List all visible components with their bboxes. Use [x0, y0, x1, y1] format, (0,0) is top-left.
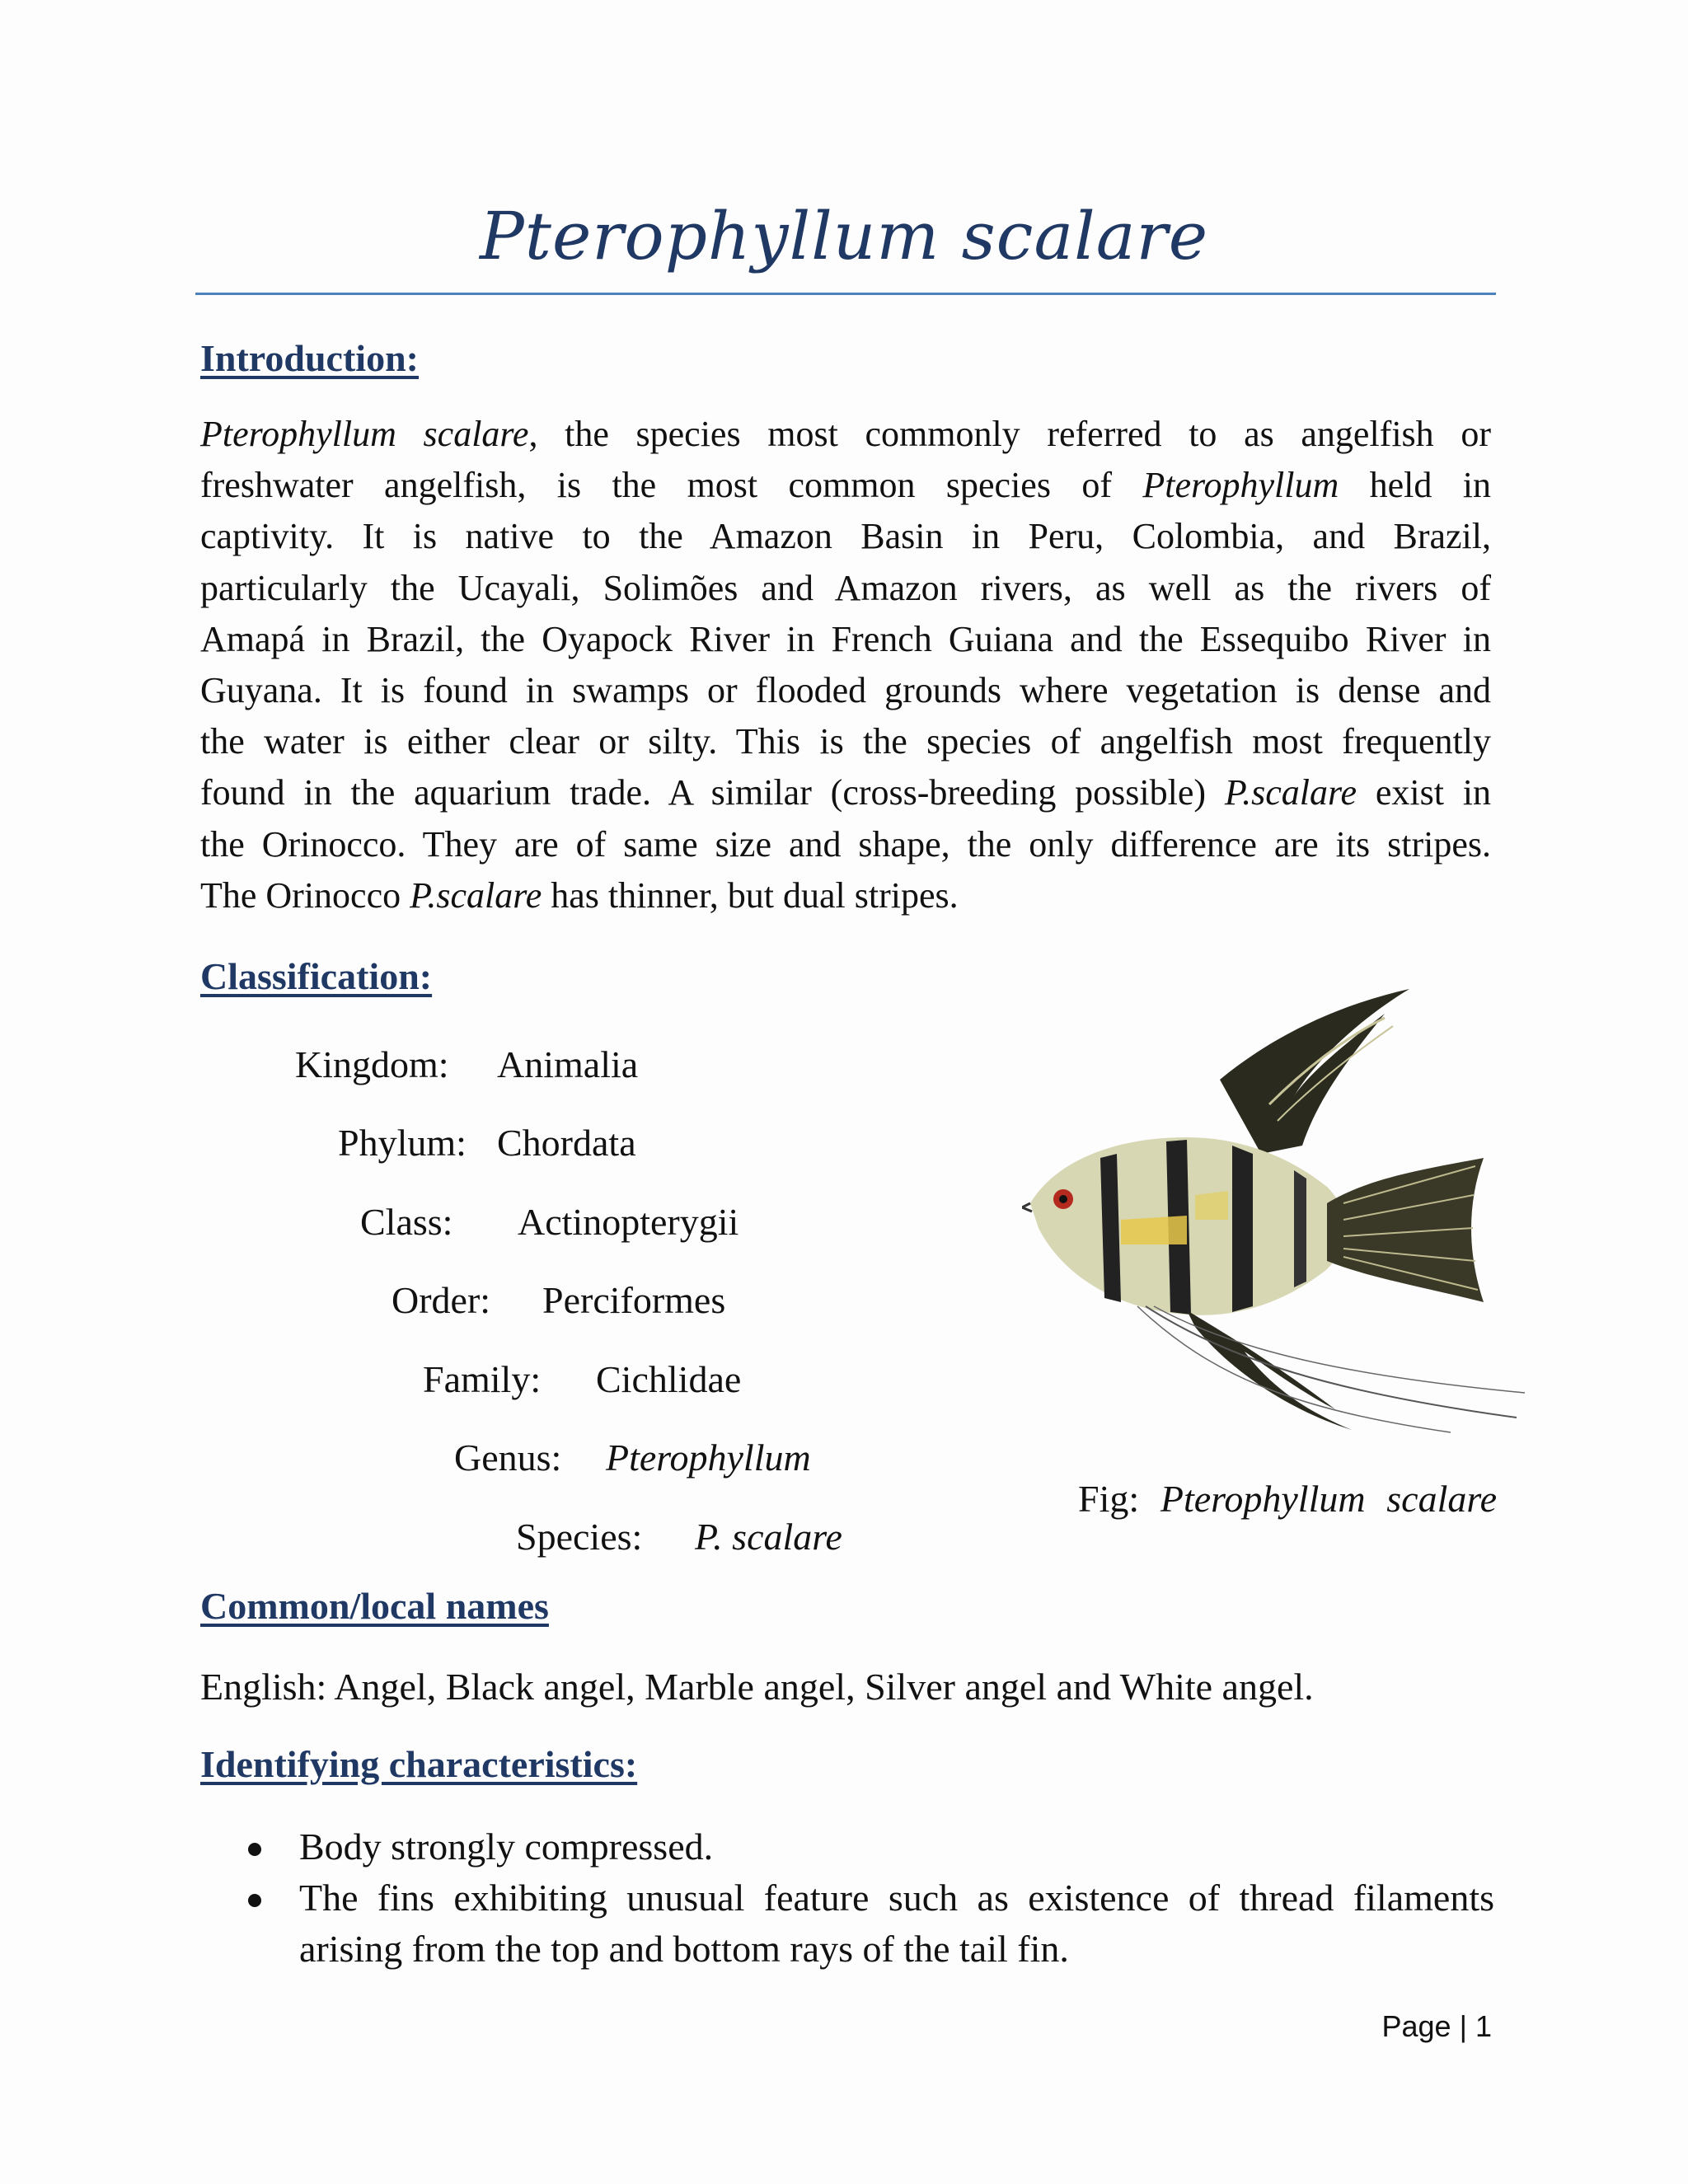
introduction-line	[200, 819, 1491, 870]
page-title: Pterophyllum scalare	[479, 198, 1209, 274]
bullet-dot-icon	[248, 1894, 261, 1907]
characteristic-item	[200, 1821, 1494, 1872]
introduction-line	[200, 460, 1491, 511]
text-run: the water is either clear or silty. This is the species of angelfish most frequently	[200, 721, 1491, 762]
classification-label: Order:	[392, 1279, 491, 1321]
introduction-line	[200, 767, 1491, 818]
classification-value: Actinopterygii	[518, 1201, 739, 1243]
bullet-dot-icon	[248, 1843, 261, 1856]
figure-caption	[1078, 1477, 1497, 1521]
text-run: found in the aquarium trade. A similar (cross-breeding possible)	[200, 772, 1225, 813]
page-separator: |	[1459, 2009, 1467, 2043]
text-run: The Orinocco	[200, 874, 410, 916]
classification-label: Family:	[423, 1358, 542, 1400]
italic-term: P.scalare	[410, 874, 542, 916]
classification-value: Perciformes	[542, 1279, 726, 1321]
classification-label: Kingdom:	[295, 1043, 449, 1085]
characteristic-item	[200, 1872, 1494, 1975]
figure-caption-name: Pterophyllum scalare	[1160, 1478, 1497, 1520]
classification-label: Class:	[360, 1201, 453, 1243]
text-run: held in	[1339, 465, 1491, 506]
characteristics-heading: Identifying characteristics:	[200, 1743, 638, 1785]
introduction-line	[200, 511, 1491, 562]
page-number	[1382, 2009, 1493, 2044]
text-run: particularly the Ucayali, Solimões and Amazon rivers, as well as the rivers of	[200, 567, 1491, 608]
characteristics-list	[200, 1821, 1494, 1975]
introduction-line	[200, 665, 1491, 716]
page-label: Page	[1381, 2009, 1451, 2043]
title-rule	[195, 293, 1496, 295]
classification-value: Animalia	[497, 1043, 639, 1085]
characteristic-text: Body strongly compressed.	[299, 1825, 714, 1868]
common-names-text: English: Angel, Black angel, Marble angel, Silver angel and White angel.	[200, 1666, 1314, 1708]
italic-term: Pterophyllum scalare	[200, 414, 529, 454]
angelfish-illustration	[1022, 981, 1533, 1442]
italic-term: Pterophyllum	[1142, 465, 1339, 506]
introduction-line	[200, 409, 1491, 460]
common-names-heading: Common/local names	[200, 1585, 549, 1627]
introduction-line	[200, 716, 1491, 767]
classification-label: Genus:	[454, 1436, 562, 1479]
text-run: the Orinocco. They are of same size and shape, the only difference are its stripes.	[200, 823, 1491, 865]
classification-label: Species:	[516, 1516, 643, 1558]
figure-caption-prefix: Fig:	[1078, 1478, 1140, 1520]
introduction-paragraph	[200, 409, 1491, 921]
text-run: has thinner, but dual stripes.	[542, 874, 959, 916]
characteristic-text: The fins exhibiting unusual feature such as existence of thread filaments	[299, 1877, 1494, 1919]
classification-heading: Classification:	[200, 955, 433, 997]
text-run: Guyana. It is found in swamps or flooded grounds where vegetation is dense and	[200, 670, 1491, 711]
classification-value: Chordata	[497, 1122, 636, 1164]
characteristic-text: arising from the top and bottom rays of the tail fin.	[299, 1928, 1069, 1970]
italic-term: P.scalare	[1224, 772, 1357, 813]
classification-value: Cichlidae	[596, 1358, 742, 1400]
introduction-line	[200, 870, 1491, 921]
page-number-value: 1	[1475, 2009, 1492, 2043]
text-run: captivity. It is native to the Amazon Basin in Peru, Colombia, and Brazil,	[200, 516, 1491, 557]
introduction-heading: Introduction:	[200, 337, 419, 379]
introduction-line	[200, 563, 1491, 614]
text-run: freshwater angelfish, is the most common species of	[200, 465, 1143, 506]
classification-label: Phylum:	[338, 1122, 467, 1164]
introduction-line	[200, 614, 1491, 665]
text-run: Amapá in Brazil, the Oyapock River in French Guiana and the Essequibo River in	[200, 618, 1491, 659]
classification-value: Pterophyllum	[606, 1436, 811, 1479]
classification-value: P. scalare	[695, 1516, 842, 1558]
text-run: , the species most commonly referred to as angelfish or	[528, 414, 1491, 454]
text-run: exist in	[1357, 772, 1491, 813]
